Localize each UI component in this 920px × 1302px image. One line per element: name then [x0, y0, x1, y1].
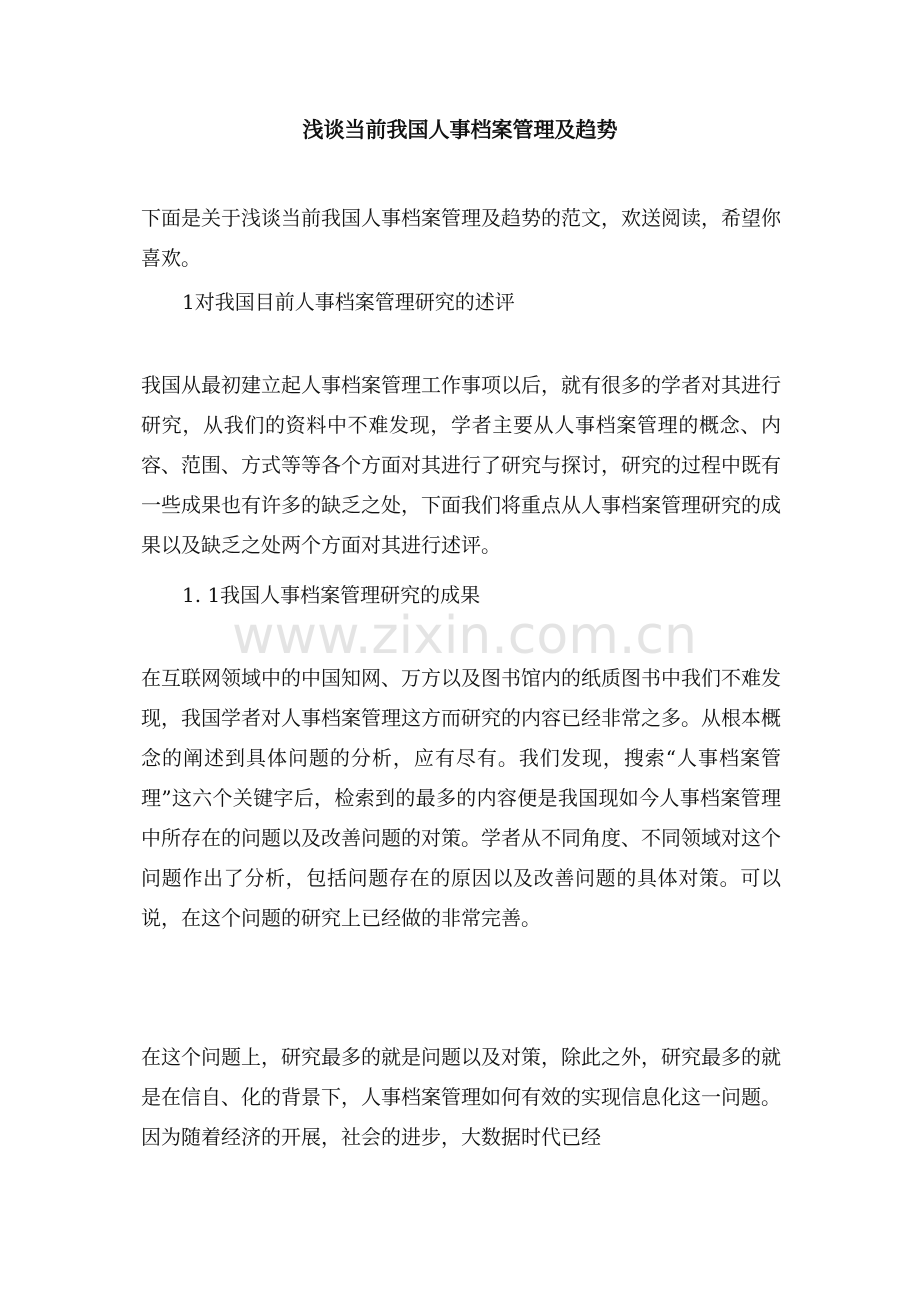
body-paragraph-3: 在这个问题上，研究最多的就是问题以及对策，除此之外，研究最多的就是在信自、化的背景下，人事档案管理如何有效的实现信息化这一问题。因为随着经济的开展，社会的进步，大数据时代已经: [141, 1045, 781, 1149]
watermark-text: www.zixin.com.cn: [232, 606, 697, 666]
intro-paragraph: 下面是关于浅谈当前我国人事档案管理及趋势的范文，欢送阅读，希望你喜欢。: [141, 206, 781, 270]
body-paragraph-2: 在互联网领域中的中国知网、万方以及图书馆内的纸质图书中我们不难发现，我国学者对人事档案管理这方而研究的内容已经非常之多。从根本概念的阐述到具体问题的分析，应有尽有。我们发现，搜索“人事档案管理”这六个关键字后，检索到的最多的内容便是我国现如今人事档案管理中所存在的问题以及改善问题的对策。学者从不同角度、不同领域对这个问题作出了分析，包括问题存在的原因以及改善问题的具体对策。可以说，在这个问题的研究上已经做的非常完善。: [141, 666, 781, 930]
document-title: 浅谈当前我国人事档案管理及趋势: [302, 117, 618, 142]
section-heading-1-1: 1. 1我国人事档案管理研究的成果: [182, 583, 481, 607]
section-heading-1: 1对我国目前人事档案管理研究的述评: [182, 290, 515, 314]
body-paragraph-1: 我国从最初建立起人事档案管理工作事项以后，就有很多的学者对其进行研究，从我们的资料中不难发现，学者主要从人事档案管理的概念、内容、范围、方式等等各个方面对其进行了研究与探讨，研究的过程中既有一些成果也有许多的缺乏之处，下面我们将重点从人事档案管理研究的成果以及缺乏之处两个方面对其进行述评。: [141, 373, 781, 557]
